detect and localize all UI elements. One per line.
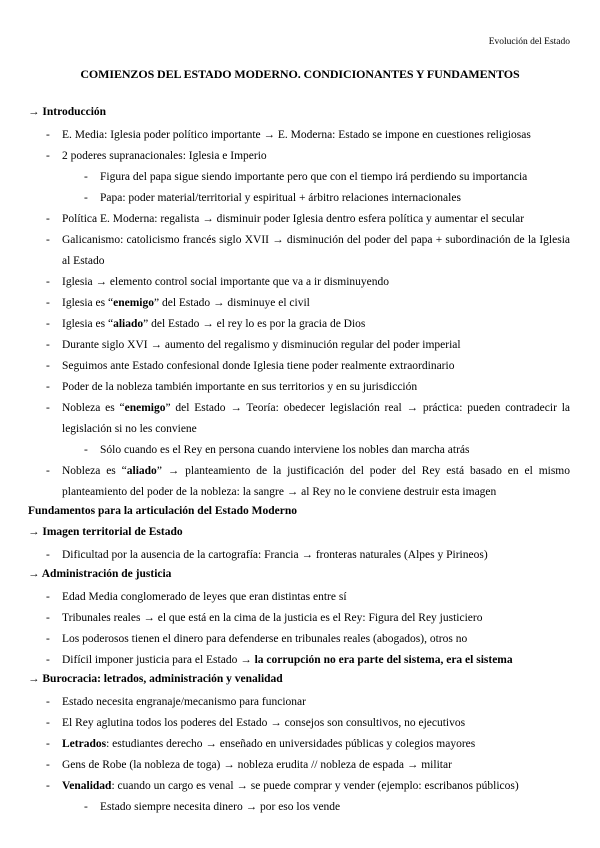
list-item: - Seguimos ante Estado confesional donde Iglesia tiene poder realmente extraordinario xyxy=(28,356,570,377)
list-item: - Difícil imponer justicia para el Estado → la corrupción no era parte del sistema, era el sistema xyxy=(28,650,570,671)
bold-term: Venalidad xyxy=(62,780,112,792)
bold-term: aliado xyxy=(113,318,144,330)
list-item: - Poder de la nobleza también importante en sus territorios y en su jurisdicción xyxy=(28,377,570,398)
list-item: - Venalidad: cuando un cargo es venal → se puede comprar y vender (ejemplo: escribanos públicos) xyxy=(28,776,570,797)
list-item: - Estado necesita engranaje/mecanismo para funcionar xyxy=(28,692,570,713)
document-title: COMIENZOS DEL ESTADO MODERNO. CONDICIONANTES Y FUNDAMENTOS xyxy=(80,67,520,81)
sub-list-item: - Figura del papa sigue siendo importante pero que con el tiempo irá perdiendo su importancia xyxy=(28,167,570,188)
bold-phrase: la corrupción no era parte del sistema, era el sistema xyxy=(254,654,513,666)
list-item: - Tribunales reales → el que está en la cima de la justicia es el Rey: Figura del Rey justiciero xyxy=(28,608,570,629)
list-item: - Galicanismo: catolicismo francés siglo XVII → disminución del poder del papa + subordinación de la Iglesia al Estado xyxy=(28,230,570,272)
list-item: - Iglesia es “enemigo” del Estado → disminuye el civil xyxy=(28,293,570,314)
document-body xyxy=(28,104,570,818)
bold-term: enemigo xyxy=(124,402,166,414)
list-item: - Iglesia es “aliado” del Estado → el rey lo es por la gracia de Dios xyxy=(28,314,570,335)
list-item: - Durante siglo XVI → aumento del regalismo y disminución regular del poder imperial xyxy=(28,335,570,356)
list-item: - Edad Media conglomerado de leyes que eran distintas entre sí xyxy=(28,587,570,608)
list-item: - Política E. Moderna: regalista → disminuir poder Iglesia dentro esfera política y aumentar el secular xyxy=(28,209,570,230)
list-item: - El Rey aglutina todos los poderes del Estado → consejos son consultivos, no ejecutivos xyxy=(28,713,570,734)
list-item: - Dificultad por la ausencia de la cartografía: Francia → fronteras naturales (Alpes y Pirineos) xyxy=(28,545,570,566)
list-imagen-territorial xyxy=(28,545,570,566)
section-heading-imagen-territorial: → Imagen territorial de Estado xyxy=(28,526,183,538)
bold-term: Letrados xyxy=(62,738,107,750)
section-heading-burocracia: → Burocracia: letrados, administración y venalidad xyxy=(28,673,283,685)
sub-list-item: - Estado siempre necesita dinero → por eso los vende xyxy=(28,797,570,818)
list-burocracia xyxy=(28,692,570,818)
list-item: - Iglesia → elemento control social importante que va a ir disminuyendo xyxy=(28,272,570,293)
sub-list-item: - Sólo cuando es el Rey en persona cuando interviene los nobles dan marcha atrás xyxy=(28,440,570,461)
list-item: - Letrados: estudiantes derecho → enseñado en universidades públicas y colegios mayores xyxy=(28,734,570,755)
list-item: - Nobleza es “aliado” → planteamiento de la justificación del poder del Rey está basado en el mismo planteamiento del poder de la nobleza: la sangre → al Rey no le conviene destruir esta imagen xyxy=(28,461,570,503)
list-item: - E. Media: Iglesia poder político importante → E. Moderna: Estado se impone en cuestiones religiosas xyxy=(28,125,570,146)
list-item: - 2 poderes supranacionales: Iglesia e Imperio xyxy=(28,146,570,167)
list-introduccion xyxy=(28,125,570,503)
bold-term: aliado xyxy=(126,465,157,477)
running-header: Evolución del Estado xyxy=(488,37,570,47)
sub-list-item: - Papa: poder material/territorial y espiritual + árbitro relaciones internacionales xyxy=(28,188,570,209)
section-heading-introduccion: → Introducción xyxy=(28,106,107,118)
list-item: - Los poderosos tienen el dinero para defenderse en tribunales reales (abogados), otros no xyxy=(28,629,570,650)
list-item: - Nobleza es “enemigo” del Estado → Teoría: obedecer legislación real → práctica: pueden contradecir la legislación si no les conviene xyxy=(28,398,570,440)
list-item: - Gens de Robe (la nobleza de toga) → nobleza erudita // nobleza de espada → militar xyxy=(28,755,570,776)
section-heading-justicia: → Administración de justicia xyxy=(28,568,172,580)
section-heading-fundamentos: Fundamentos para la articulación del Estado Moderno xyxy=(28,505,297,517)
bold-term: enemigo xyxy=(113,297,154,309)
list-justicia xyxy=(28,587,570,671)
